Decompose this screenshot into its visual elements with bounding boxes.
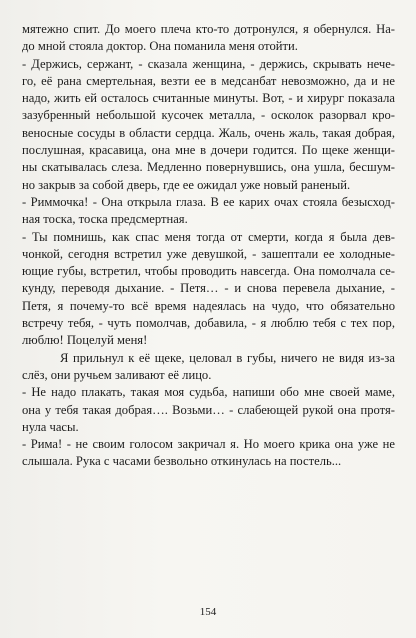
page-number: 154 [199, 606, 217, 618]
text-line: но закрыв за собой дверь, где ее ожидал уже новый раненый. [22, 177, 351, 192]
text-line: - Рима! - не своим голосом закричал я. Но моего крика она уже не [22, 437, 395, 452]
text-line: до мной стояла доктор. Она поманила меня отойти. [22, 39, 298, 54]
text-line: ны скатывалась слеза. Медленно повернувшись, она ушла, бесшум- [22, 160, 395, 175]
text-line: зазубренный небольшой кусочек металла, - осколок разорвал кро- [22, 108, 395, 123]
text-line: слёз, они ручьем заливают её лицо. [22, 367, 212, 382]
text-line: ная тоска, тоска предсмертная. [22, 212, 188, 227]
text-line: веносные сосуды в области сердца. Жаль, очень жаль, такая добрая, [22, 125, 395, 140]
text-line: Я прильнул к её щеке, целовал в губы, ничего не видя из-за [60, 350, 395, 365]
text-line: - Держись, сержант, - сказала женщина, - держись, скрывать нече- [22, 56, 395, 71]
text-line: - Не надо плакать, такая моя судьба, напиши обо мне своей маме, [22, 385, 395, 400]
text-line: кунду, переводя дыхание. - Петя… - и снова перевела дыхание, - [22, 281, 395, 296]
text-line: чонкой, сегодня встретил уже девушкой, - зашептали ее холодные- [22, 246, 395, 261]
text-line: нула часы. [22, 419, 79, 434]
text-line: встречу тебя, - чуть помолчав, добавила, - я люблю тебя с тех пор, [22, 316, 395, 331]
text-line: слышала. Рука с часами безвольно откинулась на постель... [22, 454, 342, 469]
text-line: - Ты помнишь, как спас меня тогда от смерти, когда я была дев- [22, 229, 395, 244]
text-line: мятежно спит. До моего плеча кто-то дотронулся, я обернулся. На- [22, 22, 395, 36]
text-line: Петя, я почему-то всё время надеялась на чудо, что обязательно [22, 298, 395, 313]
text-line: ющие губы, встретил, чтобы проводить навсегда. Она помолчала се- [22, 264, 395, 279]
text-line: надо, жить ей осталось считанные минуты. Вот, - и хирург показала [22, 91, 395, 106]
text-line: люблю! Поцелуй меня! [22, 333, 148, 348]
text-line: - Риммочка! - Она открыла глаза. В ее карих очах стояла безысход- [22, 194, 395, 209]
text-line: она у тебя такая добрая…. Возьми… - слабеющей рукой она протя- [22, 402, 395, 417]
body-text [22, 21, 395, 471]
text-line: го, её рана смертельная, везти ее в медсанбат невозможно, да и не [22, 73, 395, 88]
text-line: послушная, красавица, она мне в дочери годится. По щеке женщи- [22, 143, 395, 158]
